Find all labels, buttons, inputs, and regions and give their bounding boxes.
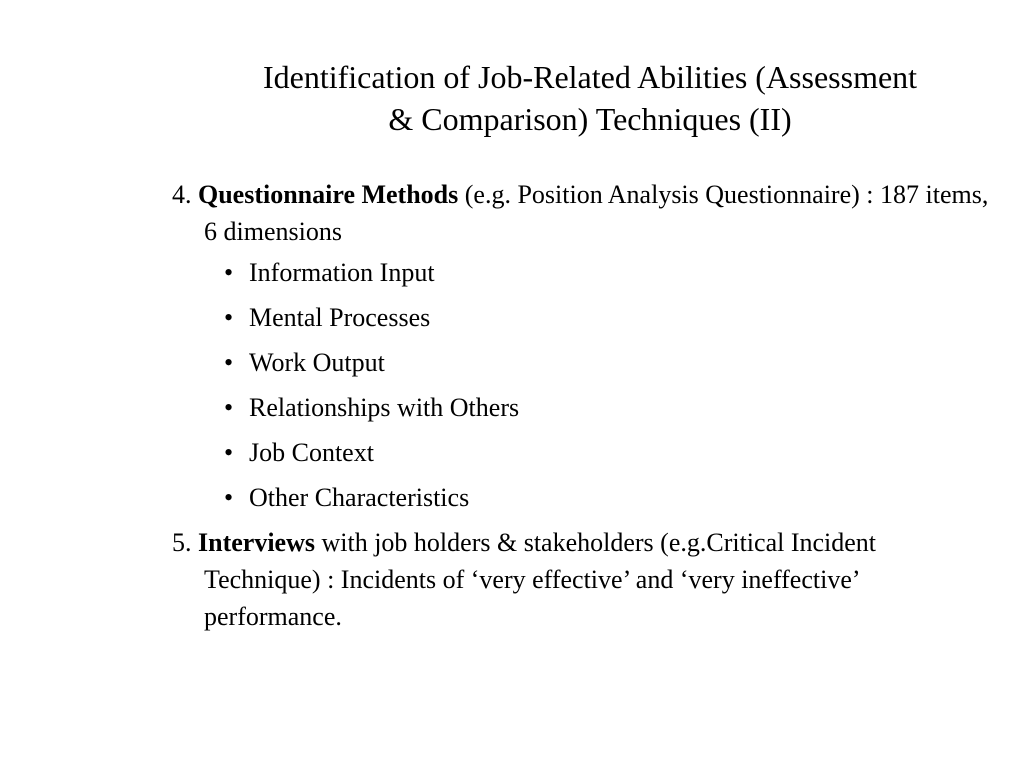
slide-title xyxy=(170,56,1010,140)
list-item xyxy=(172,434,992,479)
bullet-icon: • xyxy=(224,303,234,332)
slide-title-line-1: Identification of Job-Related Abilities (Assessment xyxy=(262,59,918,95)
bullet-icon: • xyxy=(224,483,234,512)
list-item-label: Job Context xyxy=(249,438,374,467)
list-item xyxy=(172,299,992,344)
list-item xyxy=(172,389,992,434)
list-item-label: Other Characteristics xyxy=(249,483,470,512)
item-5-text: with job holders & stakeholders (e.g.Critical Incident Technique) : Incidents of ‘very effective’ and ‘very ineffective’ performance. xyxy=(204,528,877,631)
item-5 xyxy=(172,524,992,635)
list-item-label: Mental Processes xyxy=(249,303,431,332)
slide-title-line-2: & Comparison) Techniques (II) xyxy=(388,101,792,137)
list-item-label: Relationships with Others xyxy=(249,393,520,422)
list-item xyxy=(172,479,992,524)
item-4 xyxy=(172,176,992,250)
bullet-icon: • xyxy=(224,393,234,422)
bullet-icon: • xyxy=(224,348,234,377)
item-4-text: (e.g. Position Analysis Questionnaire) : 187 items, 6 dimensions xyxy=(204,180,989,246)
item-4-number: 4. xyxy=(172,180,192,209)
dimension-list xyxy=(172,254,992,524)
list-item xyxy=(172,344,992,389)
item-4-heading: Questionnaire Methods xyxy=(198,180,459,209)
bullet-icon: • xyxy=(224,438,234,467)
bullet-icon: • xyxy=(224,258,234,287)
slide-body xyxy=(172,176,992,635)
list-item-label: Work Output xyxy=(249,348,385,377)
item-5-number: 5. xyxy=(172,528,192,557)
list-item-label: Information Input xyxy=(249,258,435,287)
list-item xyxy=(172,254,992,299)
item-5-heading: Interviews xyxy=(198,528,315,557)
